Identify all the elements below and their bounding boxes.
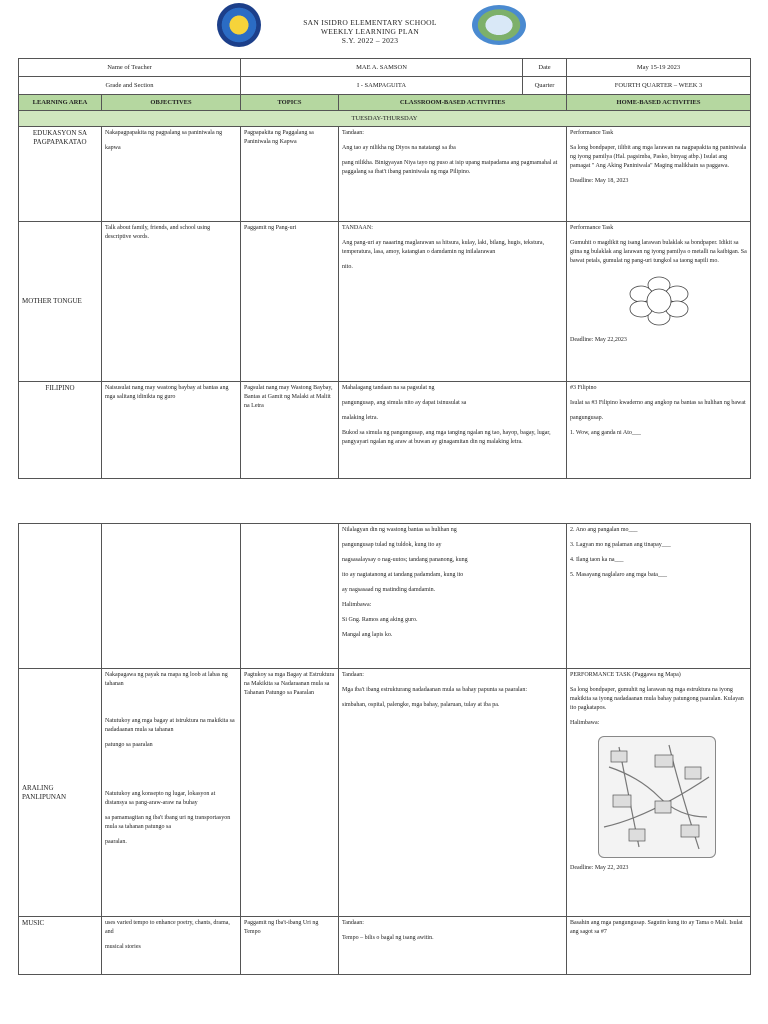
home-cell [567,222,751,382]
classroom-text: ay nagsasaad ng matinding damdamin. [342,587,436,593]
classroom-text: pangungusap, ang simula nito ay dapat isinusulat sa [342,400,467,406]
quarter-value: FOURTH QUARTER – WEEK 3 [567,77,751,95]
table-row [19,524,751,669]
classroom-text: Bukod sa simula ng pangungusap, ang mga tanging ngalan ng tao, hayop, bagay, lugar, pangyayari ngalan ng araw at buwan ay ginagamitan din ng malaking letra. [342,430,551,445]
col-objectives: OBJECTIVES [102,95,241,111]
classroom-text: Tandaan: [342,672,364,678]
teacher-label: Name of Teacher [19,59,241,77]
classroom-text: malaking letra. [342,415,379,421]
home-text: pangungusap. [570,415,604,421]
objectives-cell [102,669,241,917]
plan-title: WEEKLY LEARNING PLAN [320,27,420,36]
col-home: HOME-BASED ACTIVITIES [567,95,751,111]
classroom-text: pangungusap tulad ng tuldok, kung ito ay [342,542,442,548]
topic-cell: Paggamit ng Iba't-ibang Uri ng Tempo [241,917,339,975]
home-text: Performance Task [570,225,614,231]
home-cell [567,669,751,917]
classroom-text: Mahalagang tandaan na sa pagsulat ng [342,385,435,391]
objective-text: Talk about family, friends, and school using descriptive words. [105,225,211,240]
col-learning-area: LEARNING AREA [19,95,102,111]
flower-icon [627,276,691,326]
home-text: 4. Ilang taon ka na___ [570,557,624,563]
classroom-cell [339,127,567,222]
objective-text: patungo sa paaralan [105,742,153,748]
topic-cell: Pagsulat nang may Wastong Baybay, Bantas at Gamit ng Malaki at Maliit na Letra [241,382,339,479]
objectives-cell [102,917,241,975]
learning-area [19,524,102,669]
objective-text: musical stories [105,944,141,950]
home-text: 1. Wow, ang ganda ni Ato___ [570,430,641,436]
classroom-text: nagsasalaysay o nag-uutos; tandang pananong, kung [342,557,468,563]
classroom-text: pang nilikha. Binigyayan Niya tayo ng puso at isip upang maipadama ang pagmamahal at paggalang sa ibat't ibang paniniwala ng mga Pilipino. [342,160,558,175]
classroom-text: Mga iba't ibang estrukturang nadadaanan mula sa bahay papunta sa paaralan: [342,687,528,693]
classroom-text: Halimbawa: [342,602,372,608]
objective-text: paaralan. [105,839,127,845]
learning-area: FILIPINO [19,382,102,479]
objective-text: Nakapagawa ng payak na mapa ng loob at labas ng tahanan [105,672,228,687]
classroom-text: Ang tao ay nilikha ng Diyos na natatangi sa iba [342,145,456,151]
days-label: TUESDAY-THURSDAY [19,111,751,127]
objectives-cell [102,222,241,382]
col-topics: TOPICS [241,95,339,111]
table-row [19,382,751,479]
classroom-text: simbahan, ospital, palengke, mga bahay, palaruan, tulay at iba pa. [342,702,500,708]
topic-cell [241,524,339,669]
learning-area: ARALING PANLIPUNAN [19,669,102,917]
classroom-cell [339,669,567,917]
table-row [19,127,751,222]
home-deadline: Deadline: May 22,2023 [570,337,627,343]
map-illustration [598,736,716,858]
table-row [19,669,751,917]
col-classroom: CLASSROOM-BASED ACTIVITIES [339,95,567,111]
school-logo-right [472,5,526,45]
column-headers [19,95,751,111]
home-text: Sa long bondpaper, gumuhit ng larawan ng mga estruktura na iyong makikita sa iyong nadadaanan mula bahay patungong paaralan. Kulayan ito pagkatapos. [570,687,744,711]
classroom-text: ito ay nagtatanong at tandang padamdam, kung ito [342,572,464,578]
home-text: #3 Filipino [570,385,597,391]
classroom-cell [339,524,567,669]
home-text: 5. Masayang naglalaro ang mga bata___ [570,572,667,578]
home-text: Halimbawa: [570,720,600,726]
plan-table-page2 [18,523,751,975]
classroom-text: nito. [342,264,353,270]
school-name: SAN ISIDRO ELEMENTARY SCHOOL [303,18,437,27]
learning-area: EDUKASYON SA PAGPAPAKATAO [19,127,102,222]
home-text: 2. Ano ang pangalan mo___ [570,527,638,533]
objective-text: Naisusulat nang may wastong baybay at bantas ang mga salitang idinikta ng guro [105,385,229,400]
home-cell [567,524,751,669]
home-text: Sa long bondpaper, iilibit ang mga larawan na nagpapakita ng paniniwala ng iyong pamilya (Hal. pagsimba, Pasko, binyag atbp.) Isulat ang pamagat " Ang Aking Paniniwala" Maging malikhain sa paggawa. [570,145,747,169]
info-row-grade [19,77,751,95]
school-year: S.Y. 2022 – 2023 [341,36,399,45]
home-text: Isulat sa #3 Filipino kwaderno ang angkop na bantas sa hulihan ng bawat [570,400,746,406]
table-row [19,917,751,975]
days-row [19,111,751,127]
teacher-name: MAE A. SAMSON [241,59,523,77]
map-icon [599,737,715,857]
objective-text: kapwa [105,145,121,151]
home-deadline: Deadline: May 22, 2023 [570,865,629,871]
quarter-label: Quarter [523,77,567,95]
date-value: May 15-19 2023 [567,59,751,77]
home-text: PERFORMANCE TASK (Paggawa ng Mapa) [570,672,681,678]
home-text: Gumuhit o magdikit ng isang larawan bulaklak sa bondpaper. Idikit sa gitna ng bulaklak ang larawan ng iyong pamilya o metalli na kaibigan. Sa bawat petals, gumulat ng pang-uri tungkol sa taong napili mo. [570,240,747,264]
date-label: Date [523,59,567,77]
objective-text: uses varied tempo to enhance poetry, chants, drama, and [105,920,230,935]
objective-text: sa pamamagitan ng iba't ibang uri ng transportasyon mula sa tahanan patungo sa [105,815,231,830]
objectives-cell [102,127,241,222]
topic-cell: Paggamit ng Pang-uri [241,222,339,382]
classroom-cell [339,917,567,975]
objectives-cell [102,524,241,669]
classroom-text: TANDAAN: [342,225,373,231]
objective-text: Natutukoy ang mga bagay at istruktura na makikita sa nadadaanan mula sa tahanan [105,718,235,733]
home-cell [567,127,751,222]
home-text: Basahin ang mga pangungusap. Sagutin kung ito ay Tama o Mali. Isulat ang sagot sa #7 [570,920,743,935]
classroom-text: Tandaan: [342,130,364,136]
info-row-teacher [19,59,751,77]
classroom-text: Tempo – bilis o bagal ng isang awitin. [342,935,434,941]
classroom-text: Tandaan: [342,920,364,926]
grade-value: I - SAMPAGUITA [241,77,523,95]
classroom-cell [339,222,567,382]
table-row [19,222,751,382]
home-text: Performance Task [570,130,614,136]
objective-text: Nakapagpapakita ng pagpalang sa paniniwala ng [105,130,223,136]
page-header [0,0,768,58]
home-deadline: Deadline: May 18, 2023 [570,178,629,184]
learning-area: MOTHER TONGUE [19,222,102,382]
plan-table-page1 [18,58,751,479]
classroom-text: Si Gng. Ramos ang aking guro. [342,617,418,623]
home-cell [567,917,751,975]
classroom-text: Nilalagyan din ng wastong bantas sa hulihan ng [342,527,457,533]
classroom-text: Ang pang-uri ay naaaring maglarawan sa hitsura, kulay, laki, bilang, hugis, tekstura, temperatura, lasa, amoy, katangian o damdamin ng inilalarawan [342,240,545,255]
classroom-cell [339,382,567,479]
learning-area: MUSIC [19,917,102,975]
header-text [270,18,470,45]
home-text: 3. Lagyan mo ng palaman ang tinapay___ [570,542,671,548]
school-logo-left [217,3,261,47]
topic-cell: Pagtukoy sa mga Bagay at Estruktura na Makikita sa Nadaraanan mula sa Tahanan Patungo sa Paaralan [241,669,339,917]
objective-text: Natutukoy ang konsepto ng lugar, lokasyon at distansya sa pang-araw-araw na buhay [105,791,216,806]
topic-cell: Pagpapakita ng Paggalang sa Paniniwala ng Kapwa [241,127,339,222]
home-cell [567,382,751,479]
classroom-text: Mangal ang lapis ko. [342,632,393,638]
grade-label: Grade and Section [19,77,241,95]
objectives-cell [102,382,241,479]
